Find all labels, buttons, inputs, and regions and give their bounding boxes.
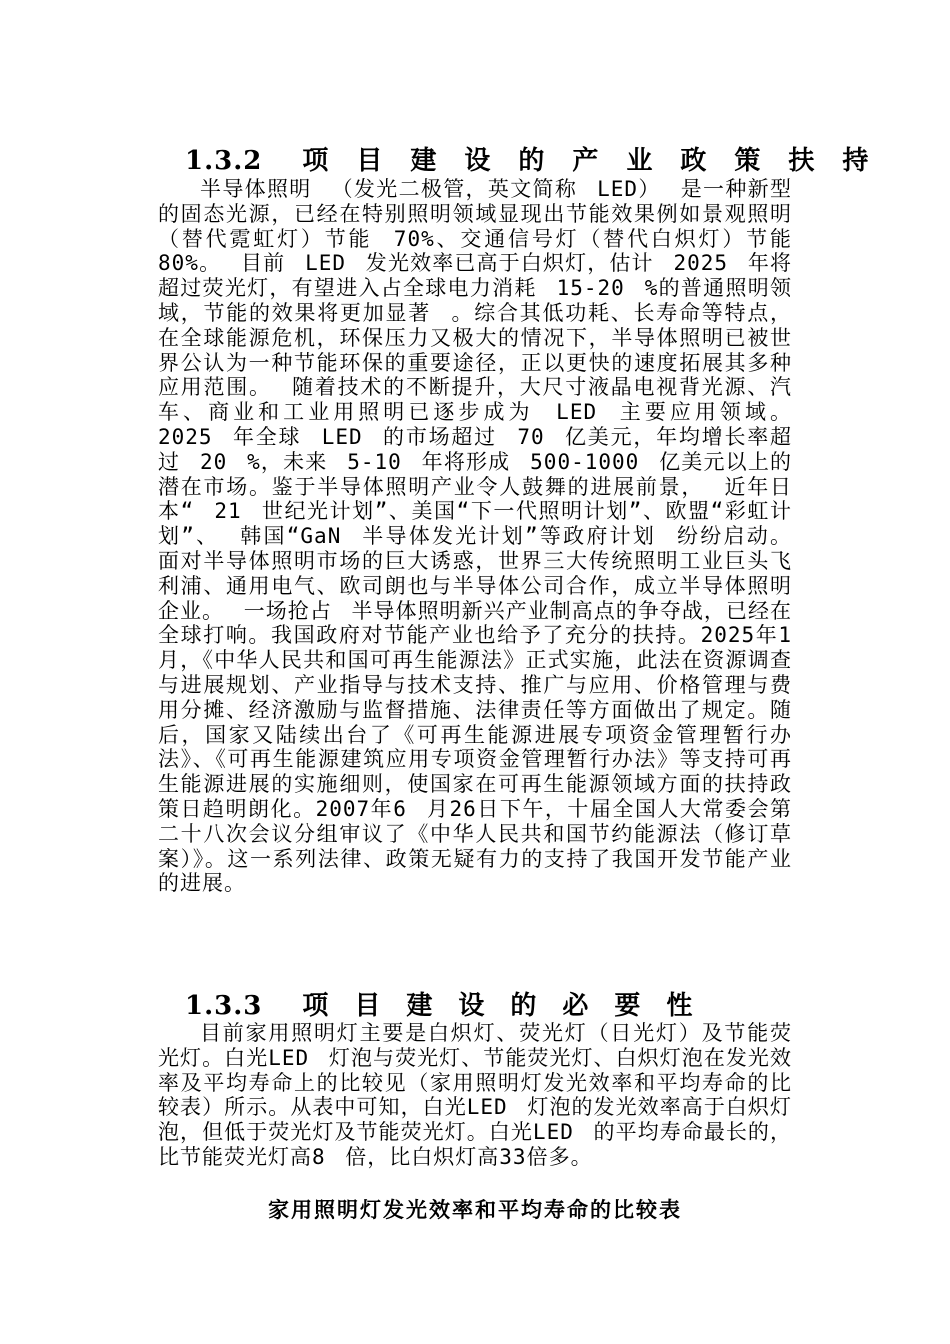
section-body-paragraph: 目前家用照明灯主要是白炽灯、荧光灯（日光灯）及节能荧光灯。白光LED 灯泡与荧光灯、节能荧光灯、白炽灯泡在发光效率及平均寿命上的比较见（家用照明灯发光效率和平均寿命的比较表）所示。从表中可知，白光LED 灯泡的发光效率高于白炽灯泡，但低于荧光灯及节能荧光灯。白光LED 的平均寿命最长的，比节能荧光灯高8 倍，比白炽灯高33倍多。 bbox=[158, 1021, 792, 1169]
section-title: 项目建设的产业政策扶持 bbox=[302, 146, 897, 176]
section-heading-1-3-2 bbox=[185, 146, 896, 176]
section-body-paragraph: 半导体照明 （发光二极管，英文简称 LED） 是一种新型的固态光源，已经在特别照明领域显现出节能效果例如景观照明（替代霓虹灯）节能 70%、交通信号灯（替代白炽灯）节能 80%。 目前 LED 发光效率已高于白炽灯，估计 2025 年将超过荧光灯，有望进入占全球电力消耗 15-20 %的普通照明领域，节能的效果将更加显著 。综合其低功耗、长寿命等特点，在全球能源危机，环保压力又极大的情况下，半导体照明已被世界公认为一种节能环保的重要途径，正以更快的速度拓展其多种应用范围。 随着技术的不断提升，大尺寸液晶电视背光源、汽车、商业和工业用照明已逐步成为 LED 主要应用领域。 2025 年全球 LED 的市场超过 70 亿美元，年均增长率超过 20 %，未来 5-10 年将形成 500-1000 亿美元以上的潜在市场。鉴于半导体照明产业令人鼓舞的进展前景， 近年日本“ 21 世纪光计划”、美国“下一代照明计划”、欧盟“彩虹计划”、 韩国“GaN 半导体发光计划”等政府计划 纷纷启动。 面对半导体照明市场的巨大诱惑，世界三大传统照明工业巨头飞利浦、通用电气、欧司朗也与半导体公司合作，成立半导体照明企业。 一场抢占 半导体照明新兴产业制高点的争夺战，已经在全球打响。我国政府对节能产业也给予了充分的扶持。2025年1 月，《中华人民共和国可再生能源法》正式实施，此法在资源调查与进展规划、产业指导与技术支持、推广与应用、价格管理与费用分摊、经济激励与监督措施、法律责任等方面做出了规定。随后，国家又陆续出台了《可再生能源进展专项资金管理暂行办法》、《可再生能源建筑应用专项资金管理暂行办法》等支持可再生能源进展的实施细则，使国家在可再生能源领域方面的扶持政策日趋明朗化。2007年6 月26日下午，十届全国人大常委会第二十八次会议分组审议了《中华人民共和国节约能源法（修订草案）》。这一系列法律、政策无疑有力的支持了我国开发节能产业的进展。 bbox=[158, 177, 792, 896]
section-number: 1.3.2 bbox=[185, 146, 263, 176]
section-heading-1-3-3 bbox=[185, 991, 718, 1021]
table-caption: 家用照明灯发光效率和平均寿命的比较表 bbox=[268, 1198, 682, 1222]
section-title: 项目建设的必要性 bbox=[302, 991, 719, 1021]
section-number: 1.3.3 bbox=[185, 991, 263, 1021]
